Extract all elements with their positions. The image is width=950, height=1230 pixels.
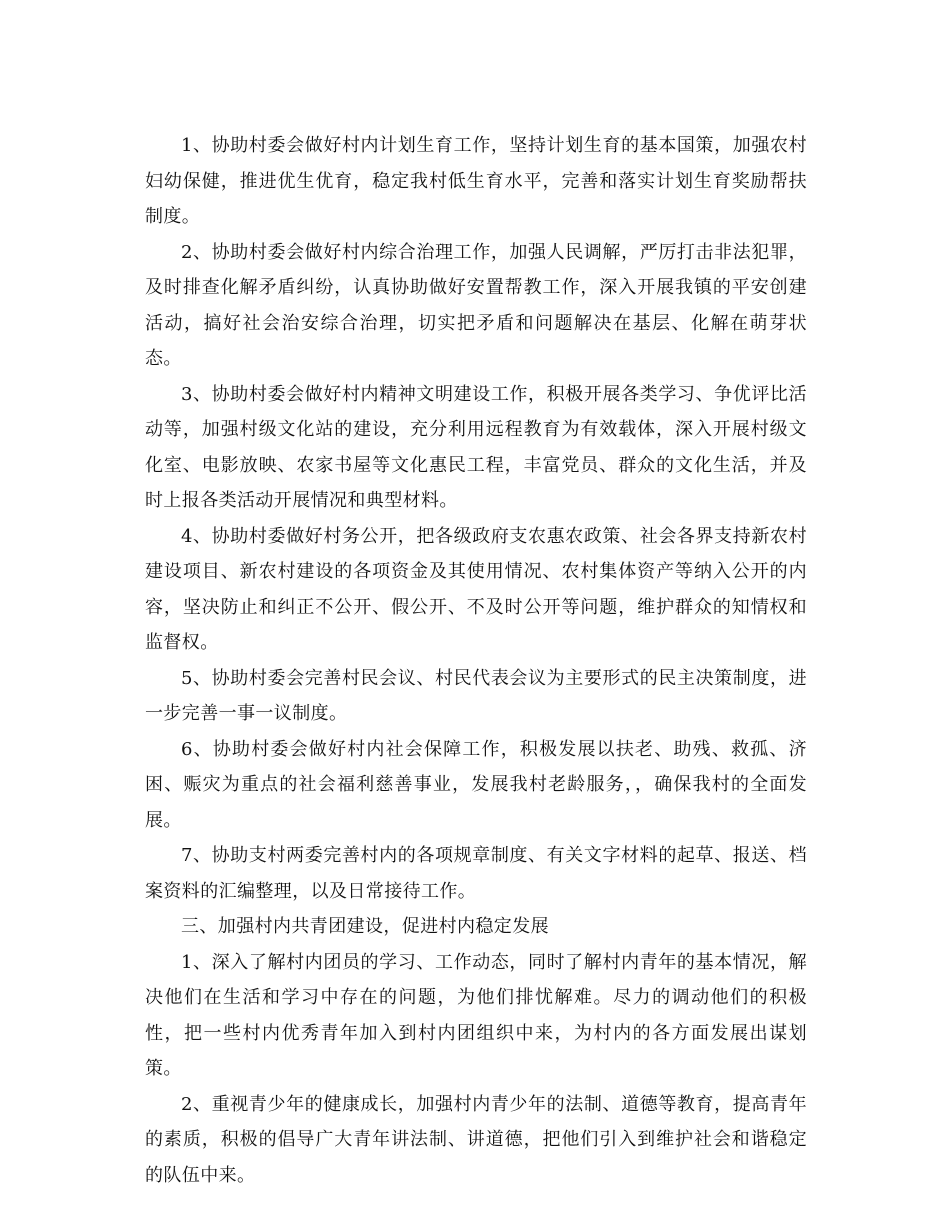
paragraph-village-affairs-disclosure: 4、协助村委做好村务公开，把各级政府支农惠农政策、社会各界支持新农村建设项目、新农村建设的各项资金及其使用情况、农村集体资产等纳入公开的内容，坚决防止和纠正不公开、假公开、不及时公开等问题，维护群众的知情权和监督权。	[145, 525, 807, 653]
document-body	[145, 128, 807, 1193]
paragraph-comprehensive-governance: 2、协助村委会做好村内综合治理工作，加强人民调解，严厉打击非法犯罪，及时排查化解矛盾纠纷，认真协助做好安置帮教工作，深入开展我镇的平安创建活动，搞好社会治安综合治理，切实把矛盾和问题解决在基层、化解在萌芽状态。	[145, 241, 807, 369]
paragraph-spiritual-civilization: 3、协助村委会做好村内精神文明建设工作，积极开展各类学习、争优评比活动等，加强村级文化站的建设，充分利用远程教育为有效载体，深入开展村级文化室、电影放映、农家书屋等文化惠民工程，丰富党员、群众的文化生活，并及时上报各类活动开展情况和典型材料。	[145, 383, 807, 511]
paragraph-family-planning: 1、协助村委会做好村内计划生育工作，坚持计划生育的基本国策，加强农村妇幼保健，推进优生优育，稳定我村低生育水平，完善和落实计划生育奖励帮扶制度。	[145, 135, 807, 227]
paragraph-youth-education: 2、重视青少年的健康成长，加强村内青少年的法制、道德等教育，提高青年的素质，积极的倡导广大青年讲法制、讲道德，把他们引入到维护社会和谐稳定的队伍中来。	[145, 1093, 807, 1186]
paragraph-youth-understanding: 1、深入了解村内团员的学习、工作动态，同时了解村内青年的基本情况，解决他们在生活和学习中存在的问题，为他们排忧解难。尽力的调动他们的积极性，把一些村内优秀青年加入到村内团组织中来，为村内的各方面发展出谋划策。	[145, 951, 807, 1079]
section-heading-youth-league: 三、加强村内共青团建设，促进村内稳定发展	[181, 916, 549, 937]
paragraph-regulations: 7、协助支村两委完善村内的各项规章制度、有关文字材料的起草、报送、档案资料的汇编整理，以及日常接待工作。	[145, 845, 807, 902]
paragraph-social-security: 6、协助村委会做好村内社会保障工作，积极发展以扶老、助残、救孤、济困、赈灾为重点的社会福利慈善事业，发展我村老龄服务，，确保我村的全面发展。	[145, 738, 807, 831]
paragraph-democratic-decision: 5、协助村委会完善村民会议、村民代表会议为主要形式的民主决策制度，进一步完善一事一议制度。	[145, 667, 807, 724]
